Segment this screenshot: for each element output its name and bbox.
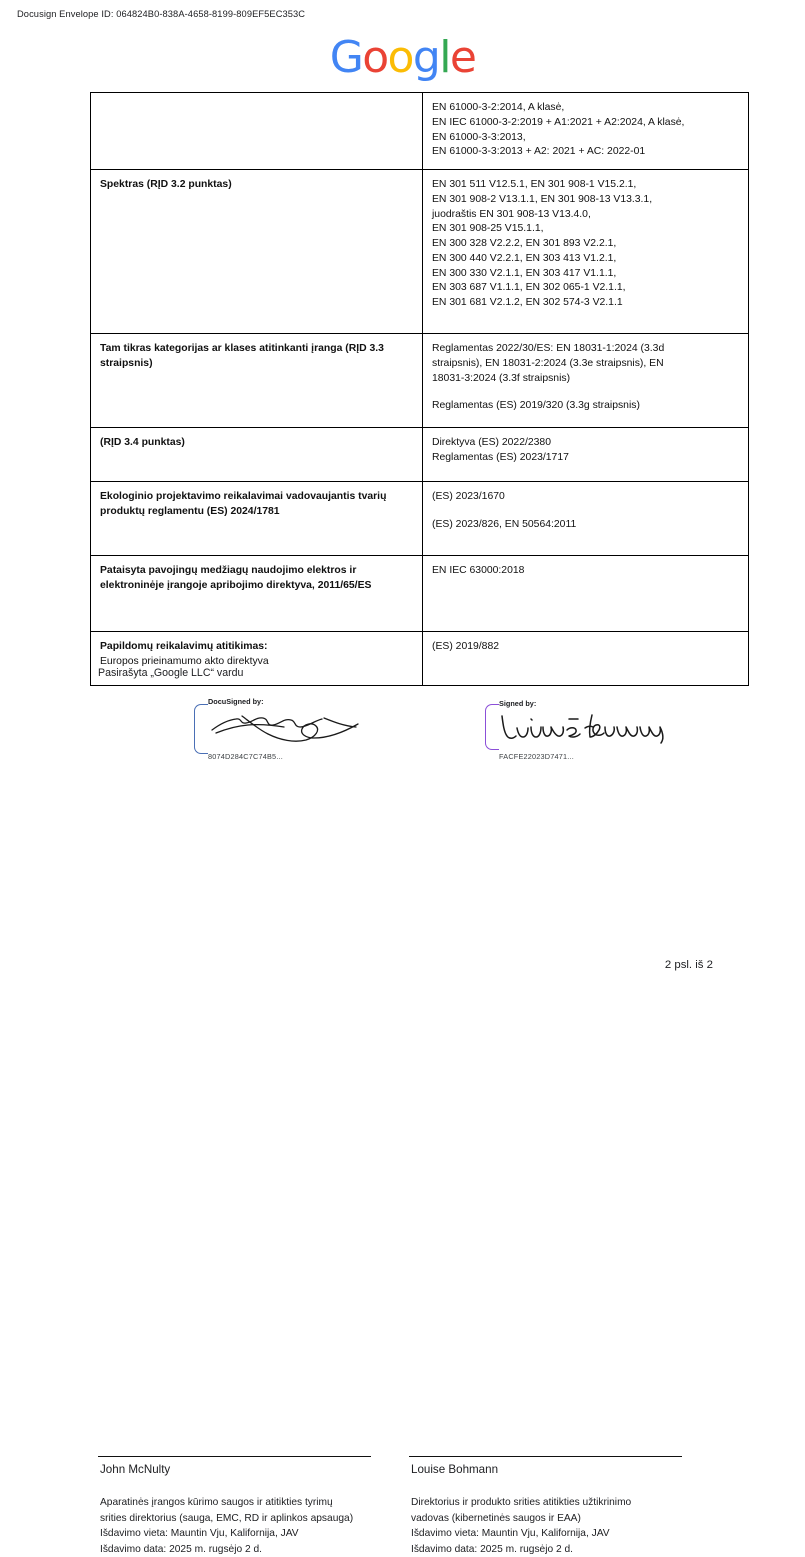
table-cell-label	[91, 482, 423, 556]
value-line: (ES) 2019/882	[432, 640, 739, 655]
conformity-standards-table	[90, 92, 749, 686]
table-row	[91, 93, 749, 170]
handwritten-signature-icon	[497, 706, 669, 748]
docusign-signature-id: FACFE22023D7471...	[499, 752, 574, 761]
logo-letter-e-red: e	[450, 36, 475, 80]
signer-detail-line: Išdavimo vieta: Mauntin Vju, Kalifornija, JAV	[411, 1526, 701, 1542]
signer-details	[100, 1495, 390, 1557]
google-logo	[0, 36, 805, 80]
table-cell-value	[423, 428, 749, 482]
value-line: EN 61000-3-3:2013 + A2: 2021 + AC: 2022-01	[432, 145, 739, 160]
logo-letter-l-green: l	[439, 36, 450, 80]
value-line: EN 301 908-2 V13.1.1, EN 301 908-13 V13.3.1,	[432, 193, 739, 208]
docusign-stamp	[485, 700, 675, 758]
signature-line	[98, 1456, 371, 1457]
table-cell-label	[91, 428, 423, 482]
signed-on-behalf-text: Pasirašyta „Google LLC“ vardu	[98, 667, 243, 679]
signer-detail-line: Direktorius ir produkto srities atitikties užtikrinimo	[411, 1495, 701, 1511]
table-row	[91, 556, 749, 632]
table-cell-value	[423, 556, 749, 632]
value-line: 18031-3:2024 (3.3f straipsnis)	[432, 372, 739, 387]
signer-detail-line: Aparatinės įrangos kūrimo saugos ir atitikties tyrimų	[100, 1495, 390, 1511]
row-label-sub: Europos prieinamumo akto direktyva	[100, 655, 413, 670]
value-line: juodraštis EN 301 908-13 V13.4.0,	[432, 208, 739, 223]
logo-letter-g-blue: G	[330, 36, 363, 80]
table-cell-value	[423, 93, 749, 170]
table-cell-label	[91, 93, 423, 170]
row-label: Spektras (RĮD 3.2 punktas)	[100, 178, 413, 193]
table-row	[91, 428, 749, 482]
logo-letter-o-red: o	[362, 36, 387, 80]
google-logo-wordmark	[330, 36, 476, 80]
value-line: straipsnis), EN 18031-2:2024 (3.3e straipsnis), EN	[432, 357, 739, 372]
handwritten-signature-icon	[206, 706, 378, 748]
signer-name: Louise Bohmann	[411, 1463, 498, 1476]
table-row	[91, 334, 749, 428]
value-line: EN 301 681 V2.1.2, EN 302 574-3 V2.1.1	[432, 296, 739, 311]
table-row	[91, 170, 749, 334]
logo-letter-g-blue-2: g	[413, 36, 439, 80]
docusign-signed-by-label: DocuSigned by:	[208, 697, 264, 706]
table-cell-label	[91, 334, 423, 428]
table-cell-value	[423, 632, 749, 686]
row-label: Tam tikras kategorijas ar klases atitinkanti įranga (RĮD 3.3 straipsnis)	[100, 342, 413, 372]
table-cell-label	[91, 556, 423, 632]
value-line: EN 61000-3-3:2013,	[432, 131, 739, 146]
spacer	[432, 505, 739, 518]
spacer	[432, 386, 739, 399]
row-label: Ekologinio projektavimo reikalavimai vadovaujantis tvarių produktų reglamentu (ES) 2024/1781	[100, 490, 413, 520]
value-line: EN 300 328 V2.2.2, EN 301 893 V2.2.1,	[432, 237, 739, 252]
value-line: (ES) 2023/1670	[432, 490, 739, 505]
value-line: EN 300 440 V2.2.1, EN 303 413 V1.2.1,	[432, 252, 739, 267]
value-line: (ES) 2023/826, EN 50564:2011	[432, 518, 739, 533]
value-line: EN IEC 61000-3-2:2019 + A1:2021 + A2:2024, A klasė,	[432, 116, 739, 131]
value-line: EN 301 511 V12.5.1, EN 301 908-1 V15.2.1,	[432, 178, 739, 193]
value-line: EN 61000-3-2:2014, A klasė,	[432, 101, 739, 116]
signature-block-john-mcnulty	[98, 700, 383, 758]
value-line: EN 301 908-25 V15.1.1,	[432, 222, 739, 237]
row-label: Papildomų reikalavimų atitikimas:	[100, 640, 413, 655]
value-line: EN 300 330 V2.1.1, EN 303 417 V1.1.1,	[432, 267, 739, 282]
value-line: EN 303 687 V1.1.1, EN 302 065-1 V2.1.1,	[432, 281, 739, 296]
signer-detail-line: Išdavimo vieta: Mauntin Vju, Kalifornija, JAV	[100, 1526, 390, 1542]
table-cell-value	[423, 482, 749, 556]
logo-letter-o-yellow: o	[388, 36, 413, 80]
signature-line	[409, 1456, 682, 1457]
value-line: Reglamentas (ES) 2023/1717	[432, 451, 739, 466]
docusign-signature-id: 8074D284C7C74B5...	[208, 752, 283, 761]
signer-details	[411, 1495, 701, 1557]
docusign-envelope-id: Docusign Envelope ID: 064824B0-838A-4658-8199-809EF5EC353C	[17, 9, 305, 19]
signer-name: John McNulty	[100, 1463, 170, 1476]
value-line: EN IEC 63000:2018	[432, 564, 739, 579]
docusign-stamp	[194, 700, 384, 758]
value-line: Reglamentas 2022/30/ES: EN 18031-1:2024 (3.3d	[432, 342, 739, 357]
table-cell-value	[423, 170, 749, 334]
page-number-footer: 2 psl. iš 2	[665, 959, 713, 971]
signature-block-louise-bohmann	[409, 700, 694, 758]
row-label: Pataisyta pavojingų medžiagų naudojimo elektros ir elektroninėje įrangoje apribojimo direktyva, 2011/65/ES	[100, 564, 413, 594]
value-line: Reglamentas (ES) 2019/320 (3.3g straipsnis)	[432, 399, 739, 414]
row-label: (RĮD 3.4 punktas)	[100, 436, 413, 451]
table-cell-value	[423, 334, 749, 428]
table-row	[91, 482, 749, 556]
signer-detail-line: Išdavimo data: 2025 m. rugsėjo 2 d.	[100, 1542, 390, 1557]
signer-detail-line: Išdavimo data: 2025 m. rugsėjo 2 d.	[411, 1542, 701, 1557]
signer-detail-line: vadovas (kibernetinės saugos ir EAA)	[411, 1511, 701, 1527]
value-line: Direktyva (ES) 2022/2380	[432, 436, 739, 451]
docusign-signed-by-label: Signed by:	[499, 699, 536, 708]
table-cell-label	[91, 170, 423, 334]
signer-detail-line: srities direktorius (sauga, EMC, RD ir aplinkos apsauga)	[100, 1511, 390, 1527]
